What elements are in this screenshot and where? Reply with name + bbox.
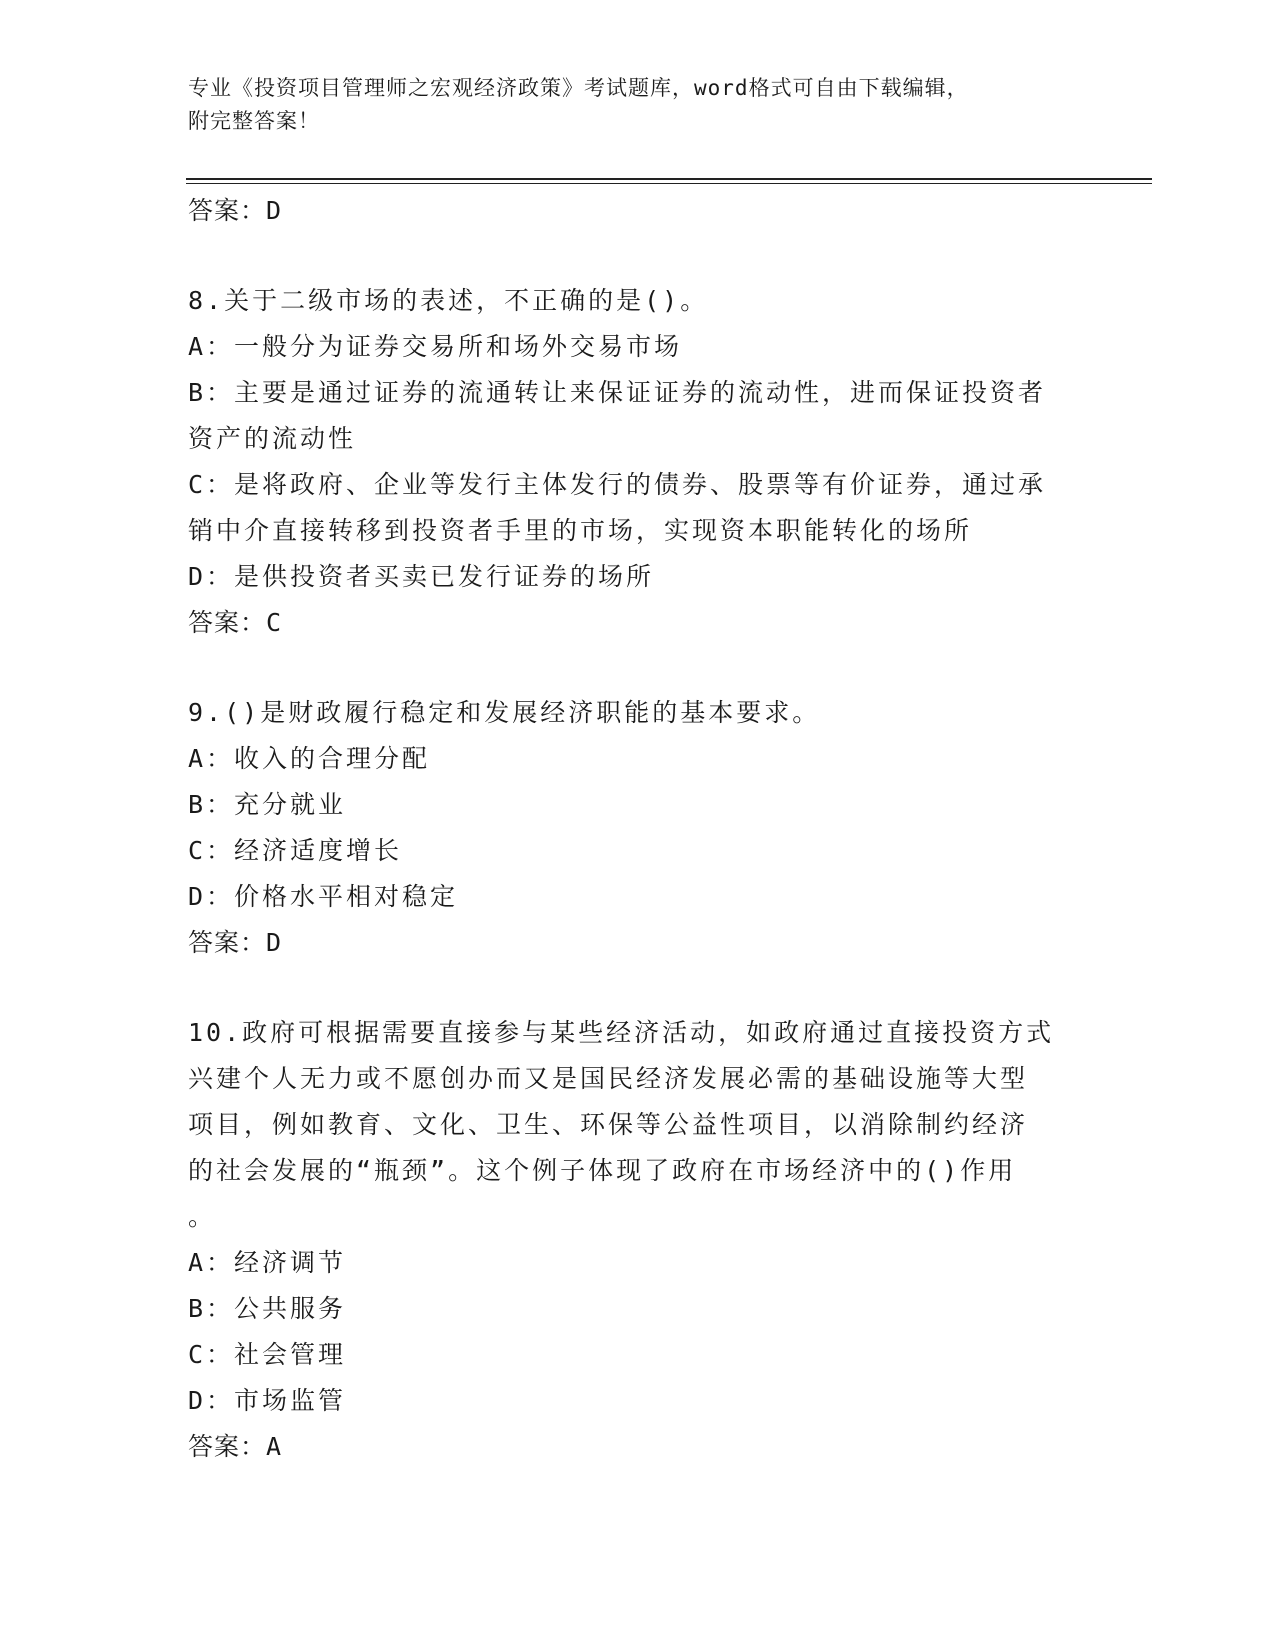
option-d: D：是供投资者买卖已发行证券的场所	[188, 562, 655, 591]
option-b-cont: 资产的流动性	[188, 424, 357, 453]
option-c-cont: 销中介直接转移到投资者手里的市场，实现资本职能转化的场所	[188, 516, 973, 545]
question-stem-line-2: 兴建个人无力或不愿创办而又是国民经济发展必需的基础设施等大型	[188, 1064, 1029, 1093]
option-c: C：经济适度增长	[188, 836, 403, 865]
question-stem: 8.关于二级市场的表述，不正确的是()。	[188, 286, 709, 315]
question-8	[188, 278, 1088, 646]
header-divider-thick	[186, 178, 1152, 180]
header-line-1: 专业《投资项目管理师之宏观经济政策》考试题库，word格式可自由下载编辑，	[188, 76, 969, 100]
option-d: D：市场监管	[188, 1386, 347, 1415]
answer: 答案：A	[188, 1432, 283, 1461]
header-line-2: 附完整答案！	[188, 109, 320, 133]
spacer	[188, 966, 1088, 1010]
header-divider-thin	[186, 183, 1152, 184]
question-stem-line-5: 。	[188, 1202, 217, 1231]
answer: 答案：D	[188, 928, 283, 957]
question-stem-line-3: 项目，例如教育、文化、卫生、环保等公益性项目，以消除制约经济	[188, 1110, 1029, 1139]
question-stem-line-4: 的社会发展的“瓶颈”。这个例子体现了政府在市场经济中的()作用	[188, 1156, 1017, 1185]
option-a: A：经济调节	[188, 1248, 347, 1277]
spacer	[188, 234, 1088, 278]
question-9	[188, 690, 1088, 966]
answer: 答案：C	[188, 608, 283, 637]
option-a: A：一般分为证券交易所和场外交易市场	[188, 332, 683, 361]
option-a: A：收入的合理分配	[188, 744, 431, 773]
option-c: C：是将政府、企业等发行主体发行的债券、股票等有价证券，通过承	[188, 470, 1047, 499]
option-c: C：社会管理	[188, 1340, 347, 1369]
question-10	[188, 1010, 1088, 1470]
question-content	[188, 188, 1088, 1470]
question-stem-line-1: 10.政府可根据需要直接参与某些经济活动，如政府通过直接投资方式	[188, 1018, 1055, 1047]
document-header	[188, 72, 1068, 138]
option-b: B：充分就业	[188, 790, 347, 819]
spacer	[188, 646, 1088, 690]
question-stem: 9.()是财政履行稳定和发展经济职能的基本要求。	[188, 698, 821, 727]
option-d: D：价格水平相对稳定	[188, 882, 459, 911]
option-b: B：主要是通过证券的流通转让来保证证券的流动性，进而保证投资者	[188, 378, 1047, 407]
previous-answer: 答案：D	[188, 196, 283, 225]
option-b: B：公共服务	[188, 1294, 347, 1323]
